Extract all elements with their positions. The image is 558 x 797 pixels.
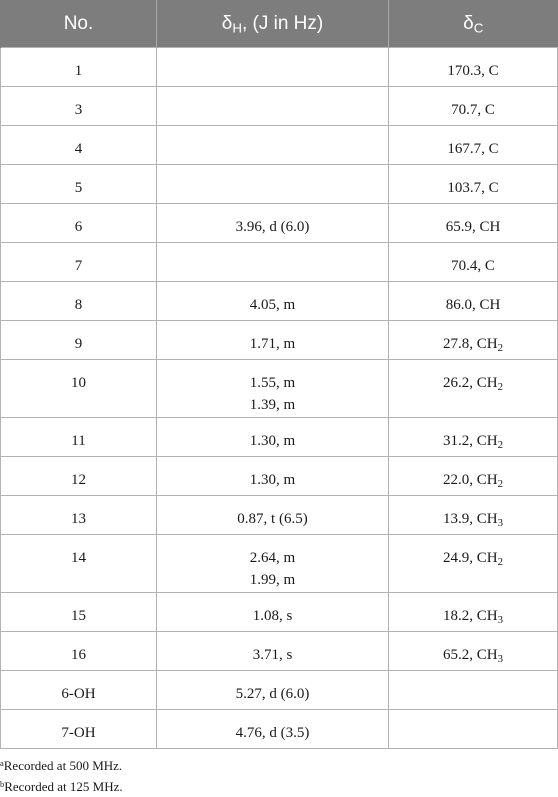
- delta-c-value: 18.2, CH: [443, 608, 498, 624]
- header-delta-h-subscript: H: [232, 20, 242, 36]
- cell-position-no: 9: [1, 321, 157, 360]
- delta-c-value: 65.2, CH: [443, 647, 498, 663]
- cell-delta-c: [389, 535, 558, 593]
- table-row: [1, 87, 558, 126]
- delta-c-value: 31.2, CH: [443, 433, 498, 449]
- delta-h-value: 3.71, s: [252, 647, 293, 663]
- cell-delta-c: [389, 126, 558, 165]
- delta-c-value: 70.7, C: [451, 102, 495, 118]
- cell-delta-h: [157, 126, 389, 165]
- delta-h-value: 1.55, m: [249, 375, 296, 391]
- table-row: [1, 418, 558, 457]
- delta-h-value: 4.05, m: [249, 297, 296, 313]
- header-delta-c-symbol: δ: [463, 12, 474, 34]
- delta-c-subscript: 2: [497, 478, 503, 491]
- delta-c-value: 65.9, CH: [445, 219, 501, 235]
- cell-delta-c: [389, 457, 558, 496]
- cell-delta-c: [389, 48, 558, 87]
- cell-position-no: 6-OH: [1, 671, 157, 710]
- cell-delta-h: [157, 632, 389, 671]
- table-row: [1, 360, 558, 418]
- delta-h-value-secondary: 1.39, m: [249, 397, 296, 413]
- table-body: [1, 48, 558, 749]
- cell-position-no: 3: [1, 87, 157, 126]
- table-row: [1, 535, 558, 593]
- cell-delta-h: [157, 360, 389, 418]
- cell-delta-c: [389, 418, 558, 457]
- cell-delta-c: [389, 204, 558, 243]
- cell-position-no: 1: [1, 48, 157, 87]
- footnote-text: Recorded at 500 MHz.: [3, 758, 123, 773]
- delta-h-value: 4.76, d (3.5): [235, 725, 310, 741]
- table-row: [1, 593, 558, 632]
- delta-c-value: 86.0, CH: [445, 297, 501, 313]
- cell-delta-c: [389, 87, 558, 126]
- header-delta-h: [157, 0, 389, 48]
- table-row: [1, 671, 558, 710]
- table-row: [1, 457, 558, 496]
- cell-delta-h: [157, 496, 389, 535]
- cell-delta-c: [389, 593, 558, 632]
- table-row: [1, 48, 558, 87]
- header-no: [1, 0, 157, 48]
- cell-delta-h: [157, 204, 389, 243]
- table-row: [1, 710, 558, 749]
- cell-delta-h: [157, 671, 389, 710]
- cell-delta-h: [157, 165, 389, 204]
- delta-c-value: 70.4, C: [451, 258, 495, 274]
- cell-delta-c: [389, 282, 558, 321]
- header-no-label: No.: [63, 12, 94, 34]
- delta-h-value-secondary: 1.99, m: [249, 572, 296, 588]
- cell-delta-c: [389, 360, 558, 418]
- cell-delta-c: [389, 243, 558, 282]
- cell-delta-h: [157, 535, 389, 593]
- table-row: [1, 165, 558, 204]
- header-delta-c-subscript: C: [473, 20, 484, 36]
- cell-delta-h: [157, 243, 389, 282]
- delta-h-value: 5.27, d (6.0): [235, 686, 310, 702]
- header-delta-h-rest: , (J in Hz): [241, 12, 324, 34]
- delta-h-value: 3.96, d (6.0): [235, 219, 310, 235]
- delta-h-value: 0.87, t (6.5): [237, 511, 308, 527]
- table-row: [1, 282, 558, 321]
- delta-c-subscript: 3: [497, 653, 503, 666]
- delta-c-value: 103.7, C: [447, 180, 499, 196]
- cell-delta-c: [389, 165, 558, 204]
- cell-delta-c: [389, 710, 558, 749]
- footnote-mark: b: [0, 779, 5, 790]
- cell-position-no: 6: [1, 204, 157, 243]
- delta-c-subscript: 3: [497, 517, 503, 530]
- delta-c-subscript: 2: [497, 439, 503, 452]
- cell-position-no: 8: [1, 282, 157, 321]
- delta-h-value: 1.08, s: [252, 608, 293, 624]
- table-row: [1, 496, 558, 535]
- cell-position-no: 12: [1, 457, 157, 496]
- delta-c-subscript: 2: [497, 556, 503, 569]
- cell-delta-h: [157, 593, 389, 632]
- cell-position-no: 7: [1, 243, 157, 282]
- cell-delta-h: [157, 321, 389, 360]
- table-row: [1, 632, 558, 671]
- table-row: [1, 321, 558, 360]
- cell-delta-h: [157, 48, 389, 87]
- delta-h-value: 1.30, m: [249, 433, 296, 449]
- delta-h-value: 1.71, m: [249, 336, 296, 352]
- footnote: [0, 755, 123, 776]
- cell-position-no: 15: [1, 593, 157, 632]
- delta-c-subscript: 2: [497, 342, 503, 355]
- cell-delta-c: [389, 321, 558, 360]
- cell-position-no: 7-OH: [1, 710, 157, 749]
- cell-position-no: 14: [1, 535, 157, 593]
- delta-c-value: 167.7, C: [447, 141, 499, 157]
- header-delta-c: [389, 0, 558, 48]
- cell-position-no: 4: [1, 126, 157, 165]
- table-row: [1, 204, 558, 243]
- cell-delta-h: [157, 282, 389, 321]
- cell-delta-h: [157, 710, 389, 749]
- cell-position-no: 10: [1, 360, 157, 418]
- delta-c-value: 24.9, CH: [443, 550, 498, 566]
- header-delta-h-symbol: δ: [221, 12, 233, 34]
- delta-c-value: 22.0, CH: [443, 472, 498, 488]
- cell-position-no: 11: [1, 418, 157, 457]
- cell-position-no: 13: [1, 496, 157, 535]
- cell-delta-h: [157, 87, 389, 126]
- delta-h-value: 1.30, m: [249, 472, 296, 488]
- cell-delta-c: [389, 671, 558, 710]
- delta-c-value: 170.3, C: [447, 63, 499, 79]
- delta-h-value: 2.64, m: [249, 550, 296, 566]
- delta-c-subscript: 3: [497, 614, 503, 627]
- table-row: [1, 126, 558, 165]
- cell-position-no: 5: [1, 165, 157, 204]
- cell-delta-c: [389, 496, 558, 535]
- footnote-text: Recorded at 125 MHz.: [4, 779, 123, 794]
- cell-delta-h: [157, 418, 389, 457]
- cell-position-no: 16: [1, 632, 157, 671]
- cell-delta-c: [389, 632, 558, 671]
- table-footnotes: [0, 755, 123, 797]
- cell-delta-h: [157, 457, 389, 496]
- footnote-mark: a: [0, 758, 4, 769]
- delta-c-value: 26.2, CH: [443, 375, 498, 391]
- delta-c-value: 27.8, CH: [443, 336, 498, 352]
- delta-c-subscript: 2: [497, 381, 503, 394]
- footnote: [0, 776, 123, 797]
- table-header-row: [1, 0, 558, 48]
- table-row: [1, 243, 558, 282]
- delta-c-value: 13.9, CH: [443, 511, 498, 527]
